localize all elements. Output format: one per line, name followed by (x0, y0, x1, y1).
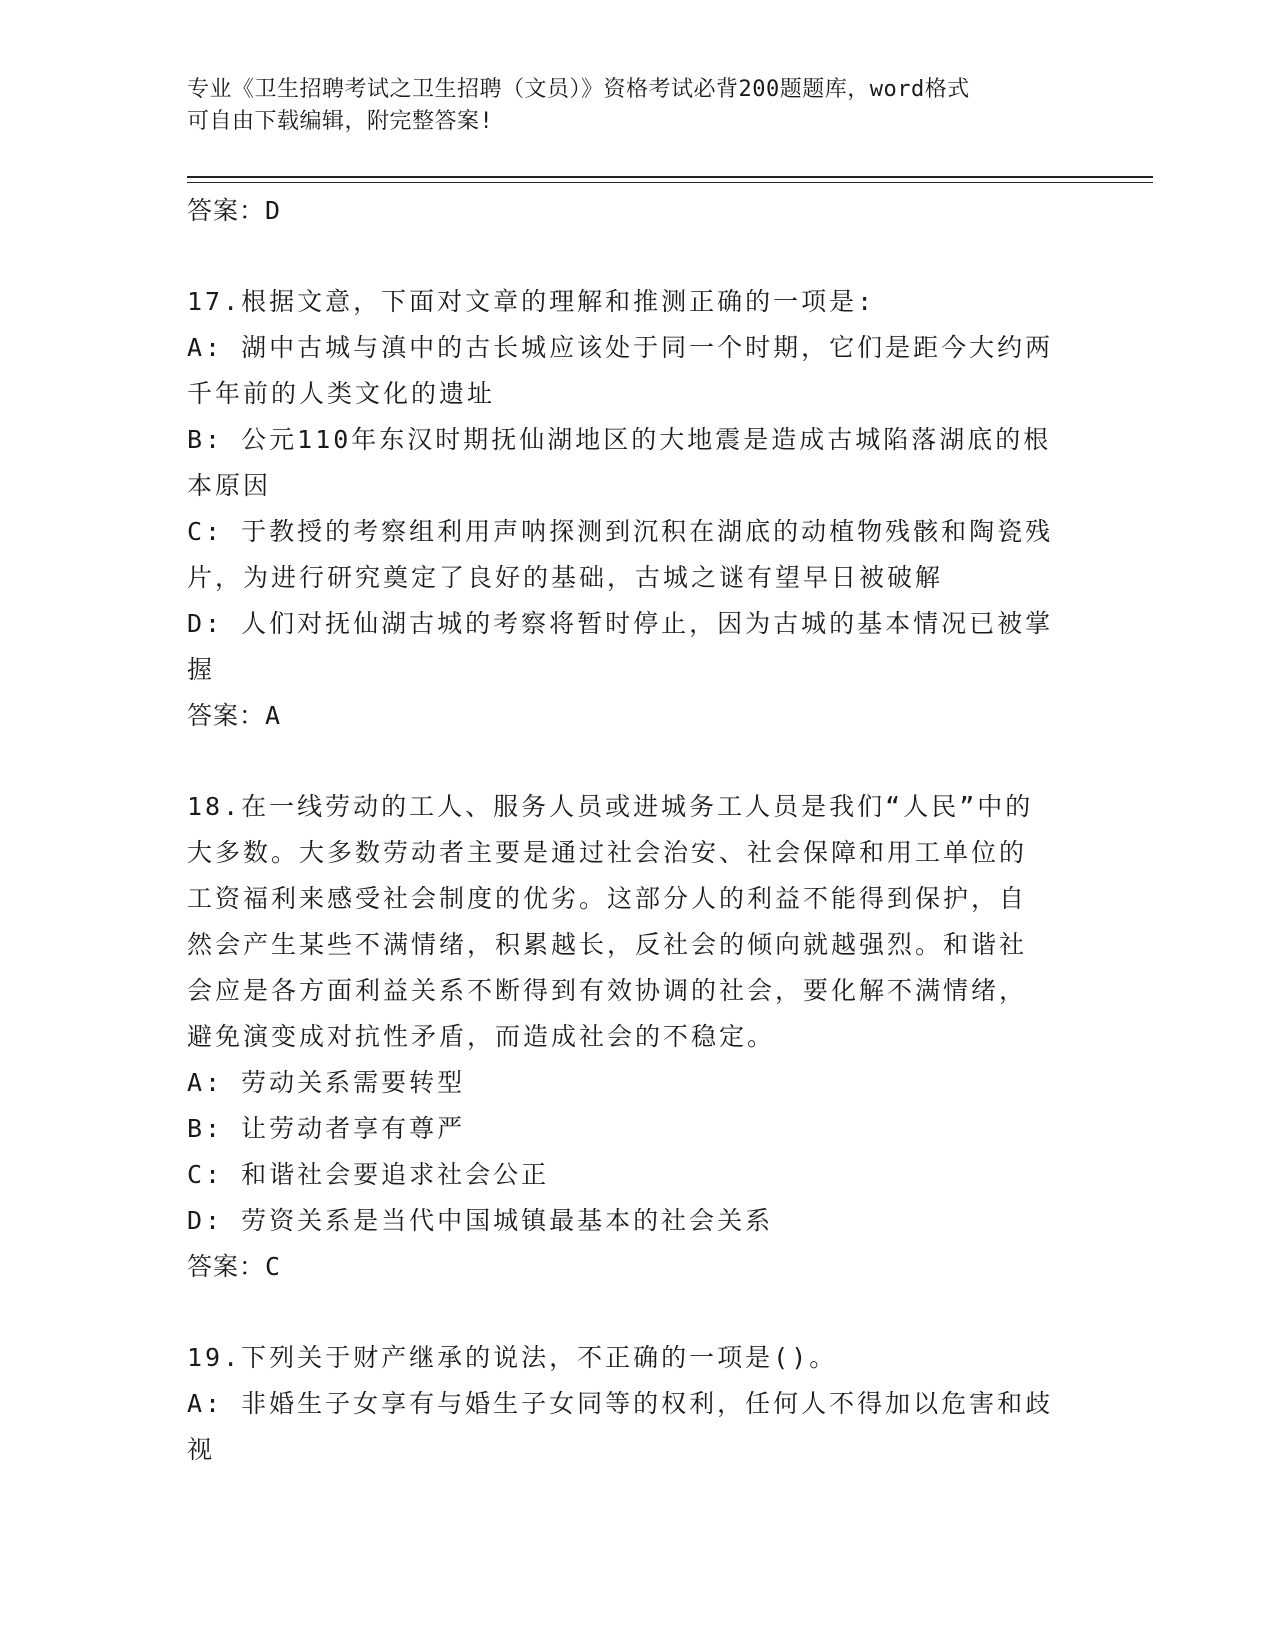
answer-line: 答案：D (187, 196, 282, 225)
question-list (187, 188, 1087, 1473)
spacer (187, 234, 1087, 279)
spacer (187, 1290, 1087, 1335)
spacer (187, 739, 1087, 784)
question-stem: 避免演变成对抗性矛盾，而造成社会的不稳定。 (187, 1022, 776, 1051)
question-17 (187, 279, 1087, 739)
option-b-line: B: 让劳动者享有尊严 (187, 1114, 466, 1143)
question-stem: 大多数。大多数劳动者主要是通过社会治安、社会保障和用工单位的 (187, 838, 1028, 867)
option-a-line: 千年前的人类文化的遗址 (187, 379, 496, 408)
answer-line: 答案：C (187, 1252, 282, 1281)
header-line: 可自由下载编辑，附完整答案! (187, 109, 494, 134)
header-divider-secondary (187, 182, 1153, 183)
option-c-line: C: 于教授的考察组利用声呐探测到沉积在湖底的动植物残骸和陶瓷残 (187, 517, 1054, 546)
option-a-line: 视 (187, 1435, 216, 1464)
question-stem: 18.在一线劳动的工人、服务人员或进城务工人员是我们“人民”中的 (187, 792, 1034, 821)
question-18 (187, 784, 1087, 1290)
answer-line: 答案：A (187, 701, 282, 730)
option-c-line: C: 和谐社会要追求社会公正 (187, 1160, 550, 1189)
question-stem: 工资福利来感受社会制度的优劣。这部分人的利益不能得到保护，自 (187, 884, 1028, 913)
option-c-line: 片，为进行研究奠定了良好的基础，古城之谜有望早日被破解 (187, 563, 944, 592)
option-a-line: A: 湖中古城与滇中的古长城应该处于同一个时期，它们是距今大约两 (187, 333, 1054, 362)
header-line: 专业《卫生招聘考试之卫生招聘（文员）》资格考试必背200题题库，word格式 (187, 77, 970, 102)
header-divider (187, 176, 1153, 178)
page-header (187, 74, 1067, 138)
option-a-line: A: 劳动关系需要转型 (187, 1068, 466, 1097)
question-stem: 19.下列关于财产继承的说法，不正确的一项是()。 (187, 1343, 838, 1372)
question-stem: 然会产生某些不满情绪，积累越长，反社会的倾向就越强烈。和谐社 (187, 930, 1028, 959)
question-stem: 会应是各方面利益关系不断得到有效协调的社会，要化解不满情绪， (187, 976, 1028, 1005)
option-d-line: D: 劳资关系是当代中国城镇最基本的社会关系 (187, 1206, 774, 1235)
option-d-line: D: 人们对抚仙湖古城的考察将暂时停止，因为古城的基本情况已被掌 (187, 609, 1054, 638)
question-19 (187, 1335, 1087, 1473)
option-a-line: A: 非婚生子女享有与婚生子女同等的权利，任何人不得加以危害和歧 (187, 1389, 1054, 1418)
question-stem: 17.根据文意，下面对文章的理解和推测正确的一项是: (187, 287, 876, 316)
option-b-line: B: 公元110年东汉时期抚仙湖地区的大地震是造成古城陷落湖底的根 (187, 425, 1052, 454)
option-d-line: 握 (187, 655, 216, 684)
option-b-line: 本原因 (187, 471, 272, 500)
